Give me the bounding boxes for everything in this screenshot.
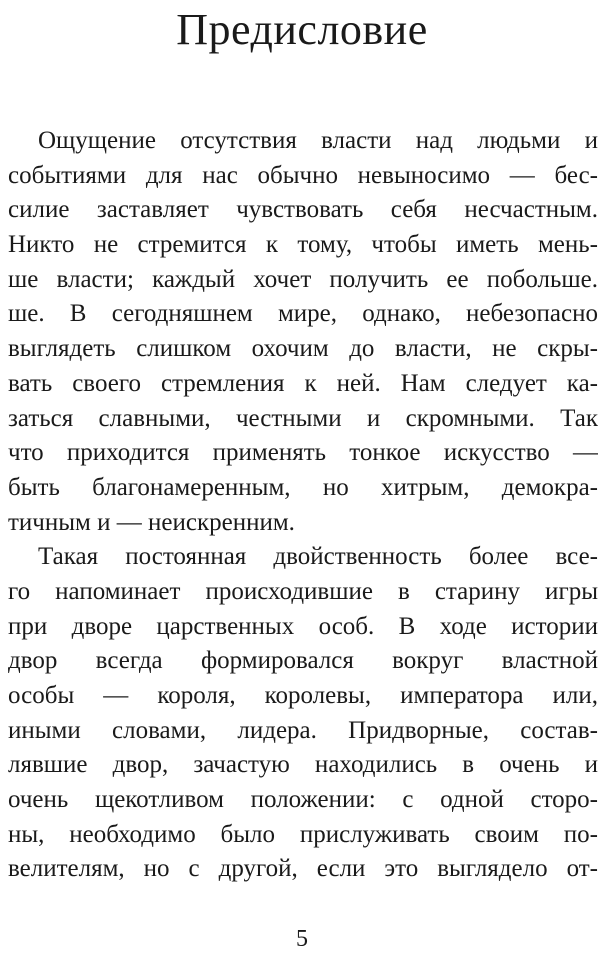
chapter-title: Предисловие — [176, 5, 428, 54]
text-line: ше. В сегодняшнем мире, однако, небезопасно — [8, 300, 598, 328]
page-number: 5 — [296, 926, 308, 952]
text-line: ны, необходимо было прислуживать своим по- — [8, 820, 598, 848]
text-line: силие заставляет чувствовать себя несчастным. — [8, 196, 598, 224]
text-line: го напоминает происходившие в старину игры — [8, 577, 598, 605]
text-line: иными словами, лидера. Придворные, состав- — [8, 716, 598, 744]
text-line: быть благонамеренным, но хитрым, демокра- — [8, 473, 598, 501]
text-line: событиями для нас обычно невыносимо — бес- — [8, 161, 598, 189]
text-line: тичным и — неискренним. — [8, 508, 295, 536]
text-line: двор всегда формировался вокруг властной — [8, 647, 598, 675]
text-line: заться славными, честными и скромными. Так — [8, 404, 598, 432]
text-line: вать своего стремления к ней. Нам следует ка- — [8, 369, 598, 397]
text-line: очень щекотливом положении: с одной сторо- — [8, 786, 598, 814]
text-line: лявшие двор, зачастую находились в очень и — [8, 751, 598, 779]
text-line: что приходится применять тонкое искусство — — [8, 439, 598, 467]
text-line: Ощущение отсутствия власти над людьми и — [38, 127, 598, 154]
text-line: Никто не стремится к тому, чтобы иметь мень- — [8, 231, 598, 259]
text-line: ше власти; каждый хочет получить ее побольше. — [8, 265, 598, 293]
body-text — [8, 124, 598, 887]
text-line: велителям, но с другой, если это выглядело от- — [8, 855, 598, 883]
text-line: особы — короля, королевы, императора или, — [8, 682, 598, 709]
text-line: при дворе царственных особ. В ходе истории — [8, 612, 598, 640]
text-line: Такая постоянная двойственность более все- — [38, 543, 598, 571]
text-line: выглядеть слишком охочим до власти, не скры- — [8, 335, 598, 363]
